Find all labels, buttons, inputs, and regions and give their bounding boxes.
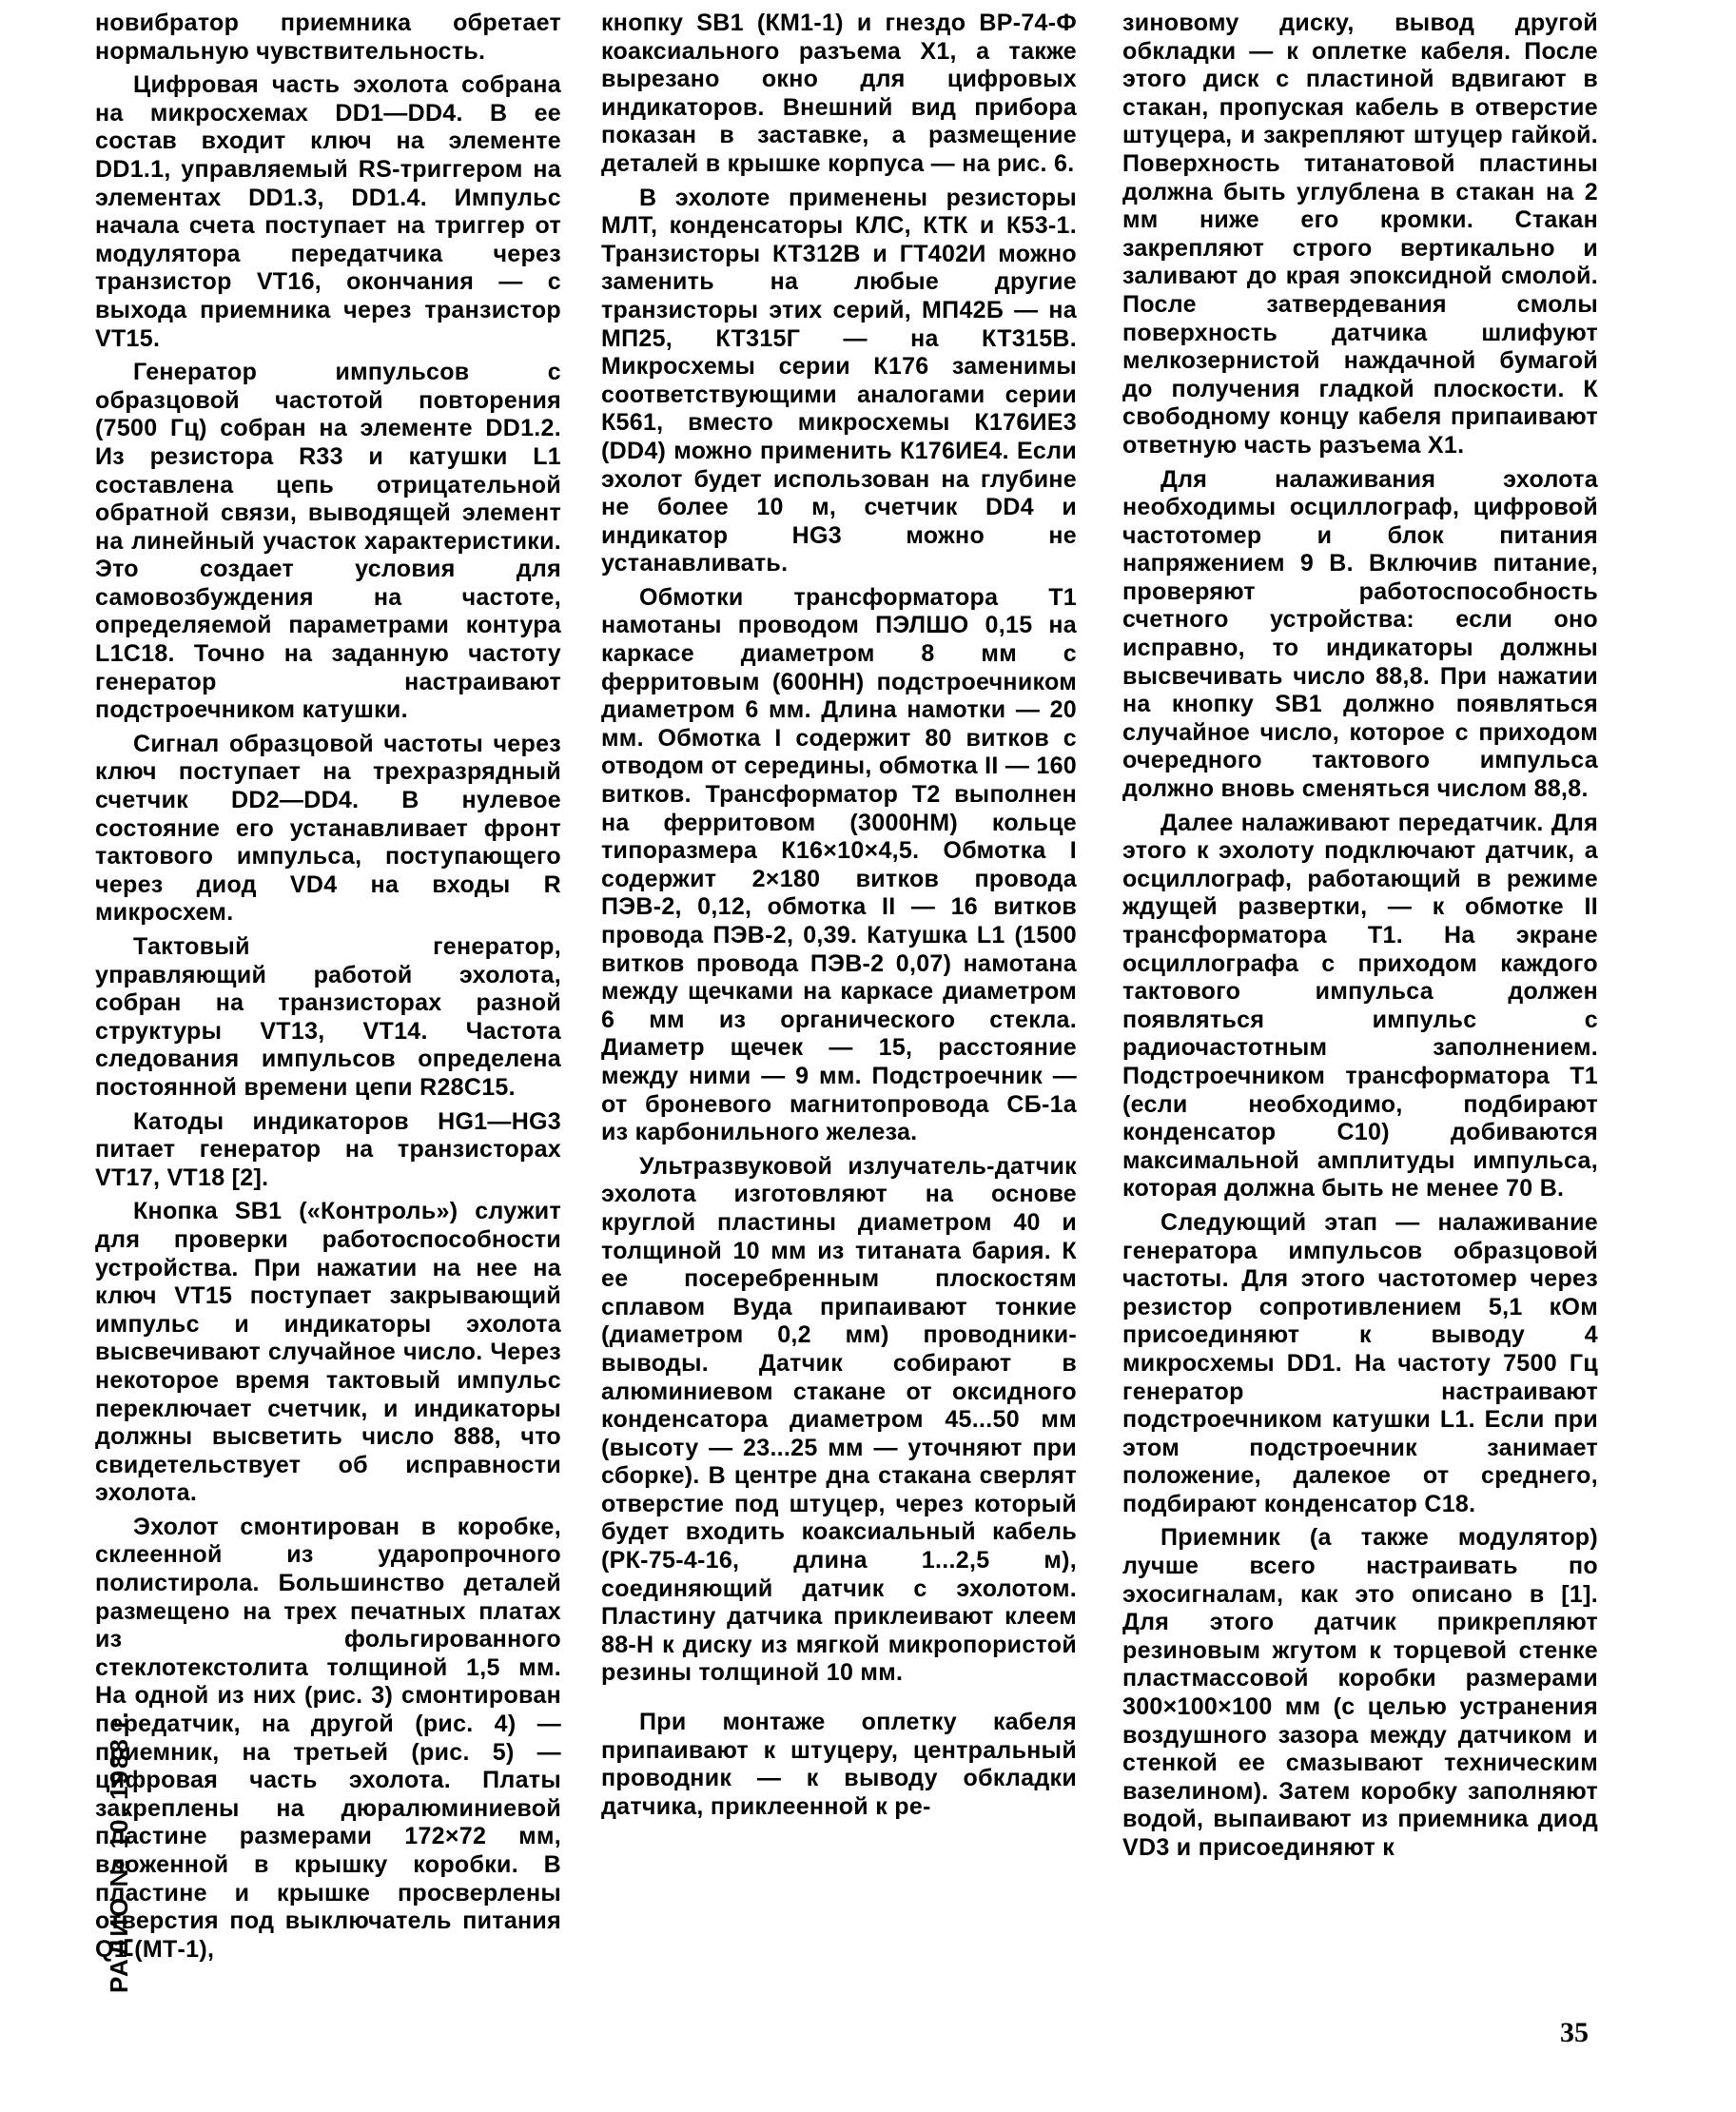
paragraph: Сигнал образцовой частоты через ключ поступает на трехразрядный счетчик DD2—DD4. В нулевое состояние его устанавливает фронт тактового импульса, поступающего через диод VD4 на входы R микросхем.	[95, 730, 561, 927]
paragraph: зиновому диску, вывод другой обкладки — к оплетке кабеля. После этого диск с пластиной вдвигают в стакан, пропуская кабель в отверстие штуцера, и закрепляют штуцер гайкой. Поверхность титанатовой пластины должна быть углублена в стакан на 2 мм ниже его кромки. Стакан закрепляют строго вертикально и заливают до края эпоксидной смолой. После затвердевания смолы поверхность датчика шлифуют мелкозернистой наждачной бумагой до получения гладкой плоскости. К свободному концу кабеля припаивают ответную часть разъема X1.	[1122, 10, 1598, 459]
paragraph: Эхолот смонтирован в коробке, склеенной из ударопрочного полистирола. Большинство деталей размещено на трех печатных платах из фольгированного стеклотекстолита толщиной 1,5 мм. На одной из них (рис. 3) смонтирован передатчик, на другой (рис. 4) — приемник, на третьей (рис. 5) — цифровая часть эхолота. Платы закреплены на дюралюминиевой пластине размерами 172×72 мм, вложенной в крышку коробки. В пластине и крышке просверлены отверстия под выключатель питания Q1 (МТ-1),	[95, 1513, 561, 1963]
paragraph: В эхолоте применены резисторы МЛТ, конденсаторы КЛС, КТК и К53-1. Транзисторы КТ312В и ГТ402И можно заменить на любые другие транзисторы этих серий, МП42Б — на МП25, КТ315Г — на КТ315В. Микросхемы серии К176 заменимы соответствующими аналогами серии К561, вместо микросхемы К176ИЕ3 (DD4) можно применить К176ИЕ4. Если эхолот будет использован на глубине не более 10 м, счетчик DD4 и индикатор HG3 можно не устанавливать.	[601, 184, 1077, 577]
paragraph: Цифровая часть эхолота собрана на микросхемах DD1—DD4. В ее состав входит ключ на элементе DD1.1, управляемый RS-триггером на элементах DD1.3, DD1.4. Импульс начала счета поступает на триггер от модулятора передатчика через транзистор VT16, окончания — с выхода приемника через транзистор VT15.	[95, 71, 561, 352]
paragraph: Для налаживания эхолота необходимы осциллограф, цифровой частотомер и блок питания напряжением 9 В. Включив питание, проверяют работоспособность счетного устройства: если оно исправно, то индикаторы должны высвечивать число 88,8. При нажатии на кнопку SB1 должно появляться случайное число, которое с приходом очередного тактового импульса должно вновь сменяться числом 88,8.	[1122, 465, 1598, 803]
paragraph: Ультразвуковой излучатель-датчик эхолота изготовляют на основе круглой пластины диаметром 40 и толщиной 10 мм из титаната бария. К ее посеребренным плоскостям сплавом Вуда припаивают тонкие (диаметром 0,2 мм) проводники-выводы. Датчик собирают в алюминиевом стакане от оксидного конденсатора диаметром 45...50 мм (высоту — 23...25 мм — уточняют при сборке). В центре дна стакана сверлят отверстие под штуцер, через который будет входить коаксиальный кабель (РК-75-4-16, длина 1...2,5 м), соединяющий датчик с эхолотом. Пластину датчика приклеивают клеем 88-Н к диску из мягкой микропористой резины толщиной 10 мм.	[601, 1152, 1077, 1687]
paragraph: новибратор приемника обретает нормальную чувствительность.	[95, 10, 561, 65]
paragraph: Тактовый генератор, управляющий работой эхолота, собран на транзисторах разной структуры VT13, VT14. Частота следования импульсов определена постоянной времени цепи R28C15.	[95, 933, 561, 1101]
paragraph: Следующий этап — налаживание генератора импульсов образцовой частоты. Для этого частотомер через резистор сопротивлением 5,1 кОм присоединяют к выводу 4 микросхемы DD1. На частоту 7500 Гц генератор настраивают подстроечником катушки L1. Если при этом подстроечник занимает положение, далекое от среднего, подбирают конденсатор С18.	[1122, 1208, 1598, 1517]
paragraph: Далее налаживают передатчик. Для этого к эхолоту подключают датчик, а осциллограф, работающий в режиме ждущей развертки, — к обмотке II трансформатора Т1. На экране осциллографа с приходом каждого тактового импульса должен появляться импульс с радиочастотным заполнением. Подстроечником трансформатора Т1 (если необходимо, подбирают конденсатор С10) добиваются максимальной амплитуды импульса, которая должна быть не менее 70 В.	[1122, 809, 1598, 1203]
paragraph: Генератор импульсов с образцовой частотой повторения (7500 Гц) собран на элементе DD1.2. Из резистора R33 и катушки L1 составлена цепь отрицательной обратной связи, выводящей элемент на линейный участок характеристики. Это создает условия для самовозбуждения на частоте, определяемой параметрами контура L1C18. Точно на заданную частоту генератор настраивают подстроечником катушки.	[95, 359, 561, 724]
text-column-1	[95, 10, 561, 1969]
journal-side-caption: РАДИО № 10, 1988 г.	[105, 1710, 133, 1993]
paragraph: Катоды индикаторов HG1—HG3 питает генератор на транзисторах VT17, VT18 [2].	[95, 1107, 561, 1191]
text-column-2	[601, 10, 1077, 1827]
paragraph: Обмотки трансформатора Т1 намотаны проводом ПЭЛШО 0,15 на каркасе диаметром 8 мм с ферритовым (600НН) подстроечником диаметром 6 мм. Длина намотки — 20 мм. Обмотка I содержит 80 витков с отводом от середины, обмотка II — 160 витков. Трансформатор Т2 выполнен на ферритовом (3000НМ) кольце типоразмера К16×10×4,5. Обмотка I содержит 2×180 витков провода ПЭВ-2, 0,12, обмотка II — 16 витков провода ПЭВ-2, 0,39. Катушка L1 (1500 витков провода ПЭВ-2 0,07) намотана между щечками на каркасе диаметром 6 мм из органического стекла. Диаметр щечек — 15, расстояние между ними — 9 мм. Подстроечник — от броневого магнитопровода СБ-1а из карбонильного железа.	[601, 583, 1077, 1146]
paragraph: Кнопка SB1 («Контроль») служит для проверки работоспособности устройства. При нажатии на нее на ключ VT15 поступает закрывающий импульс и индикаторы эхолота высвечивают случайное число. Через некоторое время тактовый импульс переключает счетчик, и индикаторы должны высветить число 888, что свидетельствует об исправности эхолота.	[95, 1198, 561, 1507]
text-column-3	[1122, 10, 1598, 1868]
paragraph: кнопку SB1 (КМ1-1) и гнездо ВР-74-Ф коаксиального разъема X1, а также вырезано окно для цифровых индикаторов. Внешний вид прибора показан в заставке, а размещение деталей в крышке корпуса — на рис. 6.	[601, 10, 1077, 177]
page-number: 35	[1560, 2017, 1589, 2048]
paragraph: Приемник (а также модулятор) лучше всего настраивать по эхосигналам, как это описано в [1]. Для этого датчик прикрепляют резиновым жгутом к торцевой стенке пластмассовой коробки размерами 300×100×100 мм (с целью устранения воздушного зазора между датчиком и стенкой ее смазывают техническим вазелином). Затем коробку заполняют водой, выпаивают из приемника диод VD3 и присоединяют к	[1122, 1524, 1598, 1861]
paragraph: При монтаже оплетку кабеля припаивают к штуцеру, центральный проводник — к выводу обкладки датчика, приклеенной к ре-	[601, 1709, 1077, 1820]
